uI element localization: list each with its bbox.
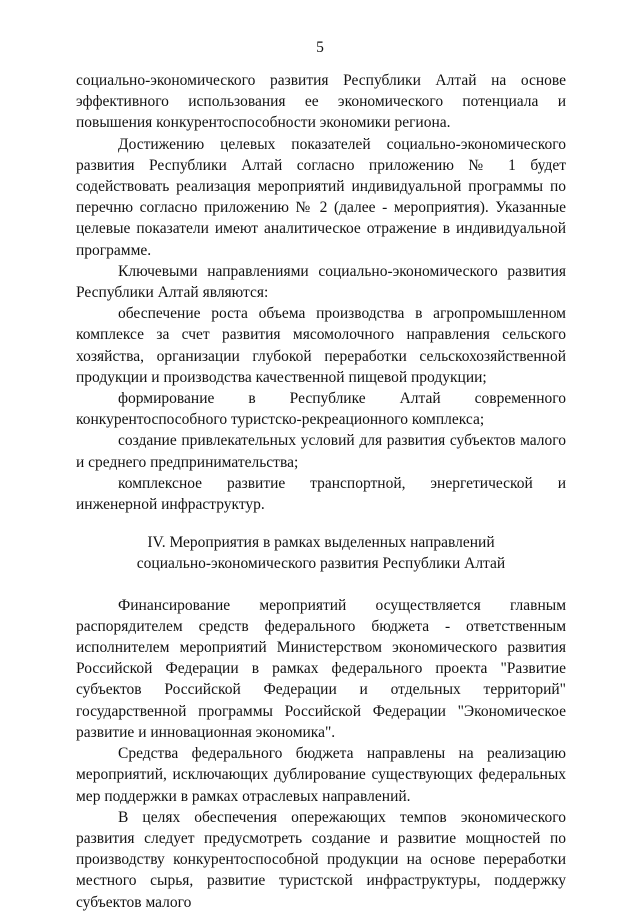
list-item-small-business: создание привлекательных условий для развития субъектов малого и среднего предпринимательства; xyxy=(76,432,566,471)
document-body xyxy=(76,70,566,913)
list-item-tourism: формирование в Республике Алтай современного конкурентоспособного туристско-рекреационного комплекса; xyxy=(76,390,566,429)
section-heading-line-1: IV. Мероприятия в рамках выделенных направлений xyxy=(147,534,495,552)
paragraph-financing: Финансирование мероприятий осуществляется главным распорядителем средств федерального бюджета - ответственным исполнителем мероприятий Министерством экономического развития Российской Федерации в рамках федерального проекта "Развитие субъектов Российской Федерации и отдельных территорий" государственной программы Российской Федерации "Экономическое развитие и инновационная экономика". xyxy=(76,596,566,741)
paragraph-federal-funds: Средства федерального бюджета направлены на реализацию мероприятий, исключающих дублирование существующих федеральных мер поддержки в рамках отраслевых направлений. xyxy=(76,745,566,805)
page-number: 5 xyxy=(316,39,324,56)
list-item-agro-industry: обеспечение роста объема производства в агропромышленном комплексе за счет развития мясомолочного направления сельского хозяйства, организации глубокой переработки сельскохозяйственной продукции и производства качественной пищевой продукции; xyxy=(76,305,566,386)
section-heading xyxy=(76,532,566,574)
paragraph-target-indicators: Достижению целевых показателей социально-экономического развития Республики Алтай согласно приложению № 1 будет содействовать реализация мероприятий индивидуальной программы по перечню согласно приложению № 2 (далее - мероприятия). Указанные целевые показатели имеют аналитическое отражение в индивидуальной программе. xyxy=(76,135,566,259)
paragraph-key-directions-intro: Ключевыми направлениями социально-экономического развития Республики Алтай являются: xyxy=(76,262,566,302)
section-heading-line-2: социально-экономического развития Республики Алтай xyxy=(136,555,506,573)
paragraph-advanced-development: В целях обеспечения опережающих темпов экономического развития следует предусмотреть создание и развитие мощностей по производству конкурентоспособной продукции на основе переработки местного сырья, развитие туристской инфраструктуры, поддержку субъектов малого xyxy=(76,808,566,911)
list-item-infrastructure: комплексное развитие транспортной, энергетической и инженерной инфраструктур. xyxy=(76,474,566,514)
paragraph-continuation: социально-экономического развития Республики Алтай на основе эффективного использования ее экономического потенциала и повышения конкурентоспособности экономики региона. xyxy=(76,72,566,132)
